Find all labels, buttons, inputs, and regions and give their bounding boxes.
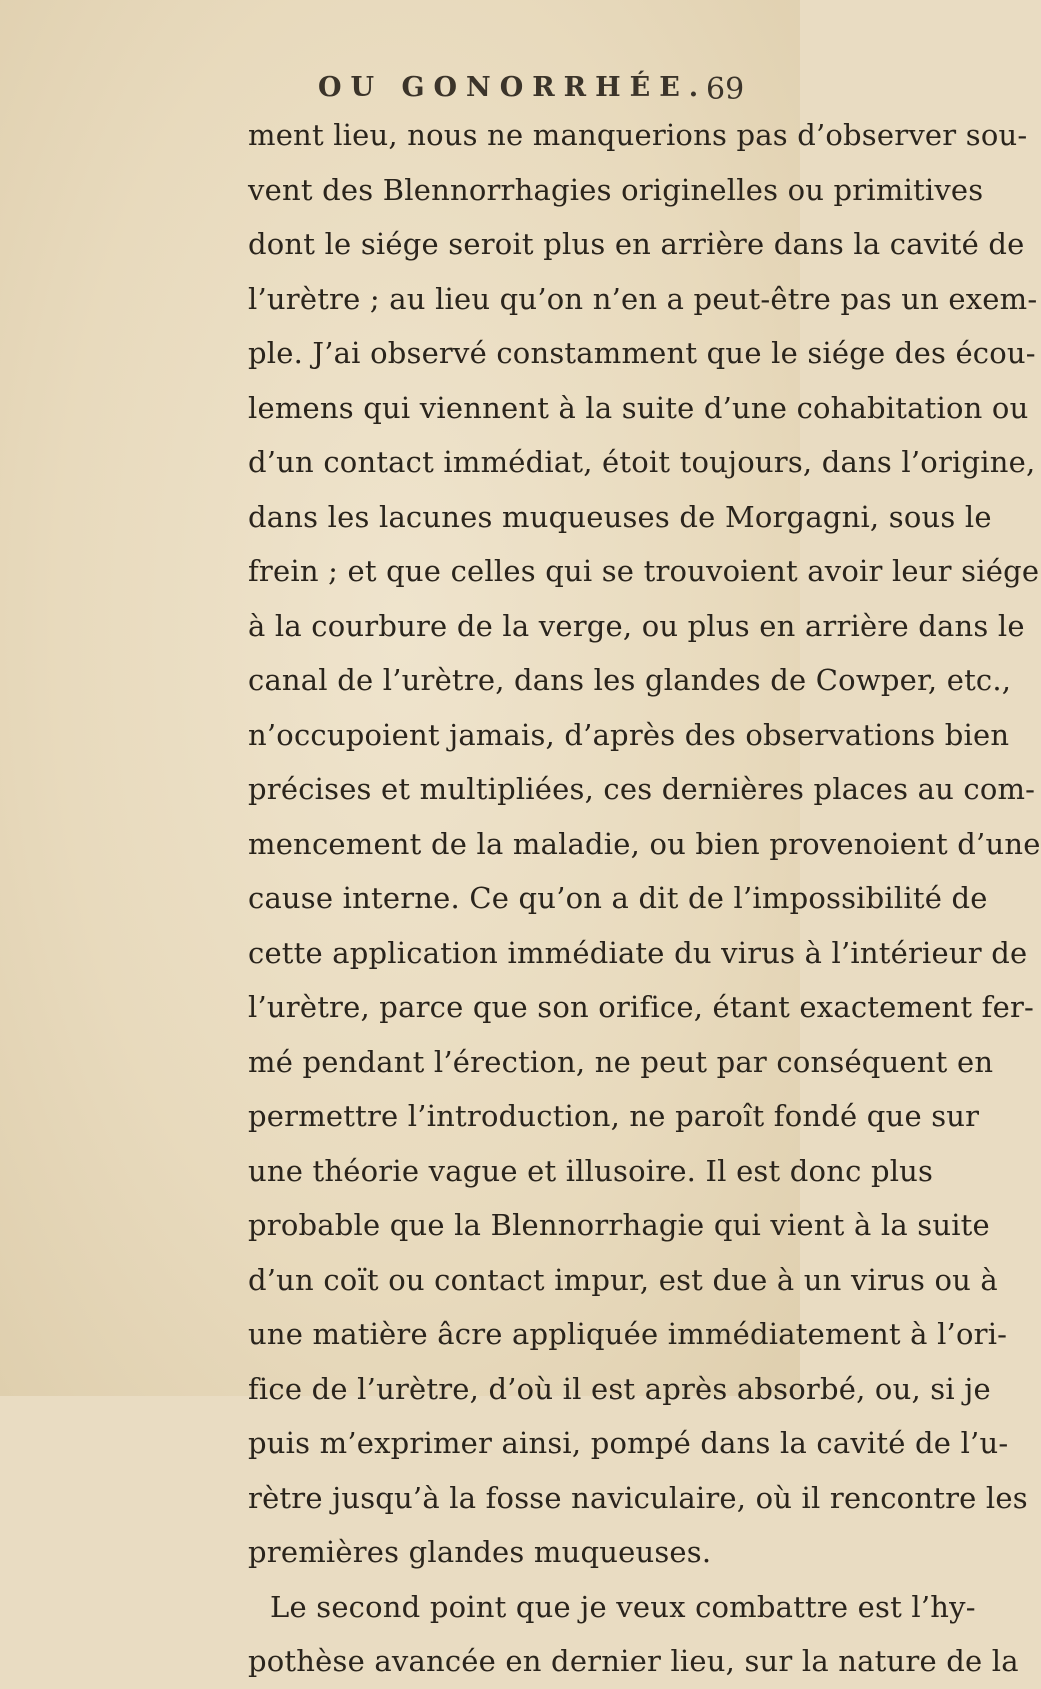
page-number: 69: [706, 72, 745, 107]
page-header: [0, 72, 800, 112]
text-line: précises et multipliées, ces dernières places au com-: [248, 772, 1036, 806]
text-line: pothèse avancée en dernier lieu, sur la nature de la: [248, 1644, 1019, 1678]
text-line: puis m’exprimer ainsi, pompé dans la cavité de l’u-: [248, 1426, 1009, 1460]
text-line: lemens qui viennent à la suite d’une cohabitation ou: [248, 390, 1029, 425]
text-line: frein ; et que celles qui se trouvoient avoir leur siége: [248, 554, 1040, 588]
text-line: cette application immédiate du virus à l’intérieur de: [248, 935, 1028, 970]
body-text: [248, 108, 1041, 1689]
text-line: probable que la Blennorrhagie qui vient à la suite: [248, 1208, 990, 1242]
text-line: à la courbure de la verge, ou plus en arrière dans le: [248, 608, 1025, 643]
text-line: n’occupoient jamais, d’après des observations bien: [248, 717, 1010, 752]
text-line: ment lieu, nous ne manquerions pas d’observer sou-: [248, 118, 1028, 152]
paragraph-start-line: Le second point que je veux combattre est l’hy-: [270, 1589, 976, 1624]
text-line: fice de l’urètre, d’où il est après absorbé, ou, si je: [248, 1371, 991, 1406]
text-line: cause interne. Ce qu’on a dit de l’impossibilité de: [248, 881, 988, 915]
text-line: vent des Blennorrhagies originelles ou primitives: [248, 172, 984, 207]
text-line: une matière âcre appliquée immédiatement à l’ori-: [248, 1317, 1008, 1351]
text-line: dont le siége seroit plus en arrière dans la cavité de: [248, 227, 1025, 261]
running-head: OU GONORRHÉE.: [318, 72, 708, 103]
text-line: ple. J’ai observé constamment que le siége des écou-: [248, 336, 1036, 370]
text-line: permettre l’introduction, ne paroît fondé que sur: [248, 1099, 980, 1133]
text-line: mé pendant l’érection, ne peut par conséquent en: [248, 1044, 994, 1079]
text-line: mencement de la maladie, ou bien provenoient d’une: [248, 826, 1041, 861]
text-line: rètre jusqu’à la fosse naviculaire, où il rencontre les: [248, 1480, 1028, 1515]
text-line: l’urètre ; au lieu qu’on n’en a peut-être pas un exem-: [248, 281, 1038, 316]
text-line: une théorie vague et illusoire. Il est donc plus: [248, 1153, 934, 1188]
paragraph-end-line: premières glandes muqueuses.: [248, 1535, 712, 1569]
text-line: dans les lacunes muqueuses de Morgagni, sous le: [248, 499, 992, 534]
text-line: canal de l’urètre, dans les glandes de Cowper, etc.,: [248, 663, 1012, 697]
text-line: d’un coït ou contact impur, est due à un virus ou à: [248, 1262, 998, 1297]
text-line: d’un contact immédiat, étoit toujours, dans l’origine,: [248, 445, 1036, 479]
text-line: l’urètre, parce que son orifice, étant exactement fer-: [248, 990, 1035, 1024]
